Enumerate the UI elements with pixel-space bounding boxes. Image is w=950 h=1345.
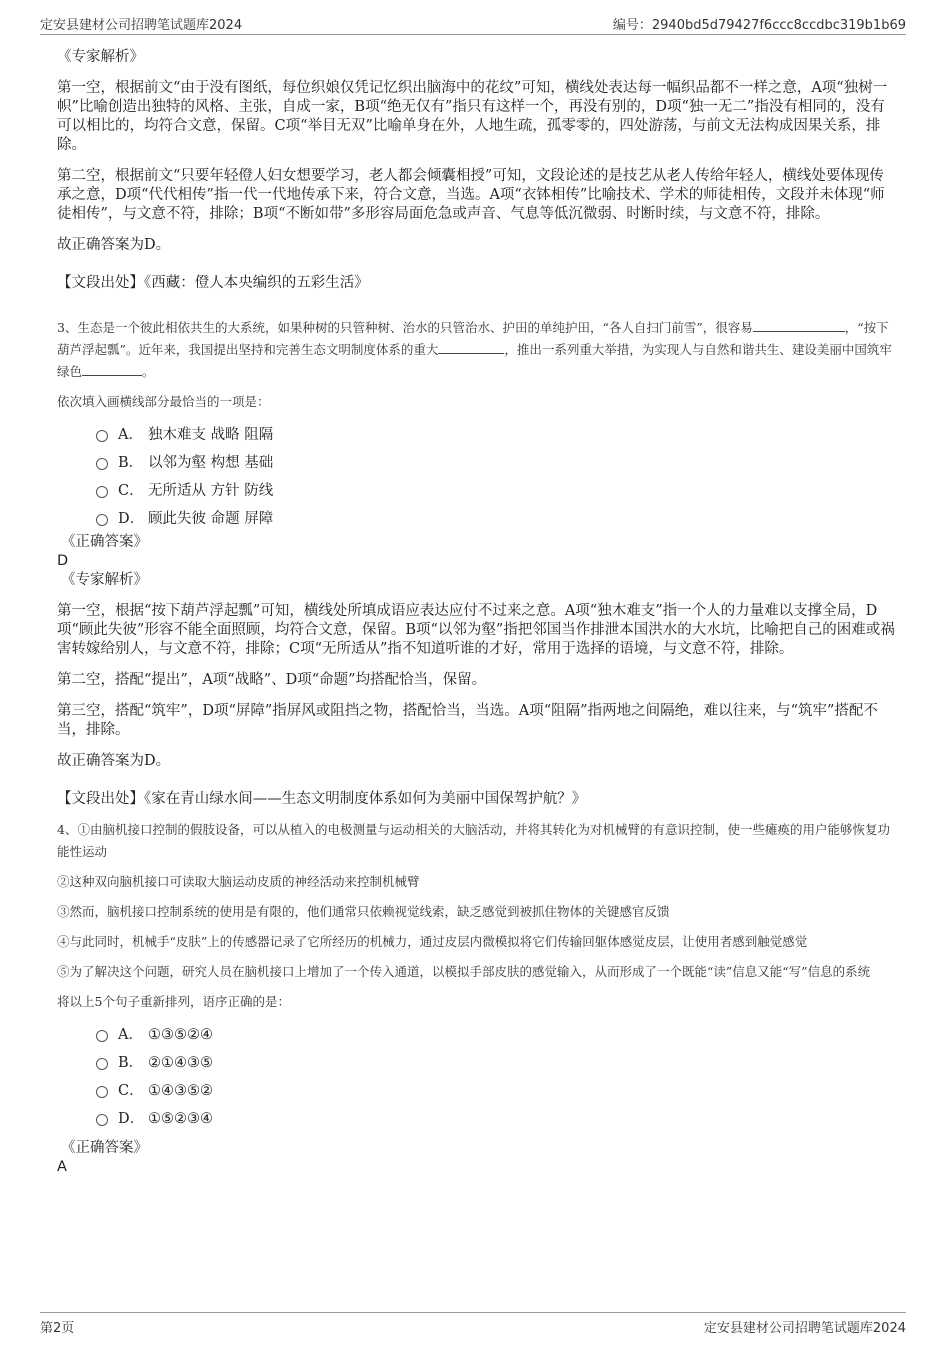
- source-text: 【文段出处】《家在青山绿水间——生态文明制度体系如何为美丽中国保驾护航？》: [57, 791, 587, 807]
- analysis-title: 《专家解析》: [61, 572, 148, 588]
- option-text: 独木难支 战略 阻隔: [148, 427, 274, 443]
- answer-value: A: [57, 1159, 67, 1175]
- analysis-paragraph: 第二空，搭配“提出”，A项“战略”、D项“命题”均搭配恰当，保留。: [57, 672, 487, 688]
- option-text: 无所适从 方针 防线: [148, 483, 274, 499]
- option-d[interactable]: [96, 1105, 895, 1133]
- option-label: D．: [118, 1111, 145, 1127]
- page-footer: [40, 1312, 906, 1337]
- question-text: 3、生态是一个彼此相依共生的大系统，如果种树的只管种树、治水的只管治水、护田的单纯护田，“各人自扫门前雪”，很容易: [57, 320, 753, 335]
- page-number: 第2页: [40, 1321, 75, 1336]
- question-3-stem: [57, 317, 895, 383]
- question-4-sentence: ④与此同时，机械手“皮肤”上的传感器记录了它所经历的机械力，通过皮层内微模拟将它们传输回躯体感觉皮层，让使用者感到触觉感觉: [57, 934, 808, 949]
- question-3-options: [96, 421, 895, 533]
- page-header: [40, 14, 906, 35]
- header-title: 定安县建材公司招聘笔试题库2024: [40, 18, 243, 33]
- document-content: [57, 40, 895, 1177]
- question-4-sentence: ⑤为了解决这个问题，研究人员在脑机接口上增加了一个传入通道，以模拟手部皮肤的感觉输入，从而形成了一个既能“读”信息又能“写”信息的系统: [57, 964, 871, 979]
- option-label: C．: [118, 1083, 144, 1099]
- radio-button[interactable]: [96, 1086, 108, 1098]
- radio-button[interactable]: [96, 1030, 108, 1042]
- answer-title: 《正确答案》: [61, 534, 148, 550]
- analysis-paragraph: 第一空，根据前文“由于没有图纸，每位织娘仅凭记忆织出脑海中的花纹”可知，横线处表达每一幅织品都不一样之意，A项“独树一帜”比喻创造出独特的风格、主张，自成一家，B项“绝无仅有”指只有这样一个，再没有别的，D项“独一无二”指没有相同的，没有可以相比的，均符合文意，保留。C项“举目无双”比喻单身在外，人地生疏，孤零零的，四处游荡，与前文无法构成因果关系，排除。: [57, 80, 888, 153]
- radio-button[interactable]: [96, 486, 108, 498]
- option-label: A．: [118, 1027, 143, 1043]
- option-text: ②①④③⑤: [148, 1055, 213, 1071]
- option-text: ①④③⑤②: [148, 1083, 213, 1099]
- option-label: B．: [118, 1055, 144, 1071]
- question-4-options: [96, 1021, 895, 1133]
- analysis-paragraph: 第一空，根据“按下葫芦浮起瓢”可知，横线处所填成语应表达应付不过来之意。A项“独木难支”指一个人的力量难以支撑全局，D项“顾此失彼”形容不能全面照顾，均符合文意，保留。B项“以邻为壑”指把邻国当作排泄本国洪水的大水坑，比喻把自己的困难或祸害转嫁给别人，与文意不符，排除；C项“无所适从”指不知道听谁的才好，常用于选择的语境，与文意不符，排除。: [57, 603, 895, 657]
- question-text: ，“按下葫芦浮起瓢”。近年来，我国提出坚持和完善生态文明制度体系的重大: [57, 320, 889, 357]
- analysis-paragraph: 第二空，根据前文“只要年轻僜人妇女想要学习，老人都会倾囊相授”可知，文段论述的是技艺从老人传给年轻人，横线处要体现传承之意，D项“代代相传”指一代一代地传承下来，符合文意，当选。A项“衣钵相传”比喻技术、学术的师徒相传，文段并未体现“师徒相传”，与文意不符，排除；B项“不断如带”多形容局面危急或声音、气息等低沉微弱、时断时续，与文意不符，排除。: [57, 168, 885, 222]
- question-4-sentence: ②这种双向脑机接口可读取大脑运动皮质的神经活动来控制机械臂: [57, 874, 420, 889]
- radio-button[interactable]: [96, 514, 108, 526]
- source-text: 【文段出处】《西藏：僜人本央编织的五彩生活》: [57, 275, 369, 291]
- option-text: 顾此失彼 命题 屏障: [148, 511, 274, 527]
- option-label: A．: [118, 427, 143, 443]
- radio-button[interactable]: [96, 458, 108, 470]
- radio-button[interactable]: [96, 1114, 108, 1126]
- fill-blank: [82, 361, 142, 376]
- option-b[interactable]: [96, 449, 895, 477]
- radio-button[interactable]: [96, 1058, 108, 1070]
- analysis-title: 《专家解析》: [57, 49, 144, 65]
- option-c[interactable]: [96, 477, 895, 505]
- conclusion-text: 故正确答案为D。: [57, 753, 171, 769]
- option-b[interactable]: [96, 1049, 895, 1077]
- fill-blank: [438, 339, 504, 354]
- footer-title: 定安县建材公司招聘笔试题库2024: [703, 1321, 906, 1336]
- answer-title: 《正确答案》: [61, 1140, 148, 1156]
- option-c[interactable]: [96, 1077, 895, 1105]
- option-label: B．: [118, 455, 144, 471]
- question-prompt: 将以上5个句子重新排列，语序正确的是：: [57, 994, 290, 1009]
- question-text: 。: [142, 364, 155, 379]
- question-4-sentence: 4、①由脑机接口控制的假肢设备，可以从植入的电极测量与运动相关的大脑活动，并将其转化为对机械臂的有意识控制，使一些瘫痪的用户能够恢复功能性运动: [57, 822, 890, 859]
- option-label: D．: [118, 511, 145, 527]
- header-doc-id: 编号：2940bd5d79427f6ccc8ccdbc319b1b69: [612, 18, 906, 33]
- conclusion-text: 故正确答案为D。: [57, 237, 171, 253]
- option-text: ①⑤②③④: [148, 1111, 213, 1127]
- question-text: ，推出一系列重大举措，为实现人与自然和谐共生、建设美丽中国筑牢绿色: [57, 342, 892, 379]
- analysis-paragraph: 第三空，搭配“筑牢”，D项“屏障”指屏风或阻挡之物，搭配恰当，当选。A项“阻隔”指两地之间隔绝，难以往来，与“筑牢”搭配不当，排除。: [57, 703, 878, 738]
- option-text: ①③⑤②④: [148, 1027, 213, 1043]
- option-a[interactable]: [96, 1021, 895, 1049]
- option-d[interactable]: [96, 505, 895, 533]
- option-a[interactable]: [96, 421, 895, 449]
- option-label: C．: [118, 483, 144, 499]
- answer-value: D: [57, 553, 69, 569]
- radio-button[interactable]: [96, 430, 108, 442]
- question-prompt: 依次填入画横线部分最恰当的一项是：: [57, 394, 270, 409]
- option-text: 以邻为壑 构想 基础: [148, 455, 274, 471]
- fill-blank: [753, 317, 845, 332]
- question-4-sentence: ③然而，脑机接口控制系统的使用是有限的，他们通常只依赖视觉线索，缺乏感觉到被抓住物体的关键感官反馈: [57, 904, 670, 919]
